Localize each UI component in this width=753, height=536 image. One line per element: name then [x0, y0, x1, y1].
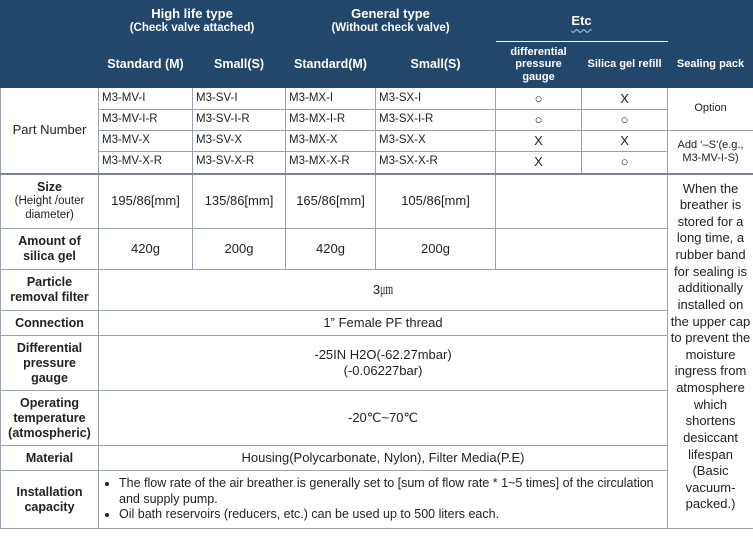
option-note: Add ‘–S’(e.g., M3-MV-I-S) [668, 131, 753, 174]
part-sx-3: M3-SX-X [376, 131, 496, 152]
part-mx-3: M3-MX-X [286, 131, 376, 152]
silica-mark-3: X [582, 131, 668, 152]
installation-bullet-1: • The flow rate of the air breather is generally set to [sum of flow rate * 1~5 times] of the circulation and supply pump. [119, 476, 665, 507]
col-silica-refill: Silica gel refill [582, 42, 668, 88]
size-v4: 105/86[mm] [376, 174, 496, 229]
part-mv-1: M3-MV-I [99, 88, 193, 110]
col-small-high: Small(S) [193, 42, 286, 88]
silica-etc-blank [496, 229, 668, 270]
part-sx-2: M3-SX-I-R [376, 110, 496, 131]
temperature-label: Operating temperature (atmospheric) [1, 391, 99, 446]
diff-gauge-value-2: (-0.06227bar) [343, 363, 423, 378]
etc-title: Etc [571, 13, 592, 29]
part-sx-4: M3-SX-X-R [376, 152, 496, 174]
header-etc [496, 1, 668, 42]
diff-gauge-row [1, 336, 753, 391]
silica-amount-row [1, 229, 753, 270]
part-row-3 [1, 131, 753, 152]
temperature-value: -20℃~70℃ [99, 391, 668, 446]
high-life-subtitle: (Check valve attached) [129, 21, 255, 34]
part-mv-2: M3-MV-I-R [99, 110, 193, 131]
part-row-1 [1, 88, 753, 110]
col-sealing-pack: Sealing pack [668, 42, 753, 88]
size-v3: 165/86[mm] [286, 174, 376, 229]
header-general [286, 1, 496, 42]
part-sx-1: M3-SX-I [376, 88, 496, 110]
header-corner-2 [1, 42, 99, 88]
col-standard-m-general: Standard(M) [286, 42, 376, 88]
header-row-columns [1, 42, 753, 88]
header-corner [1, 1, 99, 42]
silica-v1: 420g [99, 229, 193, 270]
size-v2: 135/86[mm] [193, 174, 286, 229]
connection-label: Connection [1, 311, 99, 336]
part-mv-3: M3-MV-X [99, 131, 193, 152]
silica-v4: 200g [376, 229, 496, 270]
size-row [1, 174, 753, 229]
connection-row [1, 311, 753, 336]
connection-value: 1” Female PF thread [99, 311, 668, 336]
part-sv-4: M3-SV-X-R [193, 152, 286, 174]
size-note: (Height /outer diameter) [14, 194, 85, 221]
installation-label: Installation capacity [1, 471, 99, 529]
silica-v3: 420g [286, 229, 376, 270]
diff-mark-2: ○ [496, 110, 582, 131]
header-row-groups [1, 1, 753, 42]
diff-gauge-value [99, 336, 668, 391]
installation-value [99, 471, 668, 529]
part-number-label: Part Number [1, 88, 99, 174]
material-label: Material [1, 446, 99, 471]
diff-mark-1: ○ [496, 88, 582, 110]
silica-v2: 200g [193, 229, 286, 270]
general-title: General type [351, 6, 430, 22]
part-mx-1: M3-MX-I [286, 88, 376, 110]
filter-label: Particle removal filter [1, 270, 99, 311]
header-blank-right [668, 1, 753, 42]
part-sv-2: M3-SV-I-R [193, 110, 286, 131]
part-sv-1: M3-SV-I [193, 88, 286, 110]
header-high-life [99, 1, 286, 42]
installation-row [1, 471, 753, 529]
part-mx-2: M3-MX-I-R [286, 110, 376, 131]
material-value: Housing(Polycarbonate, Nylon), Filter Media(P.E) [99, 446, 668, 471]
filter-row [1, 270, 753, 311]
silica-mark-4: ○ [582, 152, 668, 174]
option-label: Option [668, 88, 753, 131]
silica-mark-2: ○ [582, 110, 668, 131]
silica-mark-1: X [582, 88, 668, 110]
diff-mark-3: X [496, 131, 582, 152]
filter-value: 3㎛ [99, 270, 668, 311]
diff-gauge-value-1: -25IN H2O(-62.27mbar) [314, 347, 452, 363]
high-life-title: High life type [151, 6, 233, 22]
installation-list [101, 476, 665, 523]
part-sv-3: M3-SV-X [193, 131, 286, 152]
sealing-note: When the breather is stored for a long time, a rubber band for sealing is additionally installed on the upper cap to prevent the moisture ingress from atmosphere which shortens desiccant lifespan (Basic vacuum-packed.) [668, 174, 753, 529]
part-mx-4: M3-MX-X-R [286, 152, 376, 174]
material-row [1, 446, 753, 471]
installation-bullet-2: • Oil bath reservoirs (reducers, etc.) can be used up to 500 liters each. [119, 507, 665, 523]
part-row-2 [1, 110, 753, 131]
diff-mark-4: X [496, 152, 582, 174]
col-small-general: Small(S) [376, 42, 496, 88]
col-standard-m-high: Standard (M) [99, 42, 193, 88]
part-row-4 [1, 152, 753, 174]
size-title: Size [36, 179, 62, 194]
temperature-row [1, 391, 753, 446]
silica-amount-label: Amount of silica gel [1, 229, 99, 270]
size-label [1, 174, 99, 229]
col-diff-gauge: differential pressure gauge [496, 42, 582, 88]
general-subtitle: (Without check valve) [331, 21, 450, 34]
size-etc-blank [496, 174, 668, 229]
size-v1: 195/86[mm] [99, 174, 193, 229]
diff-gauge-label: Differential pressure gauge [1, 336, 99, 391]
part-mv-4: M3-MV-X-R [99, 152, 193, 174]
